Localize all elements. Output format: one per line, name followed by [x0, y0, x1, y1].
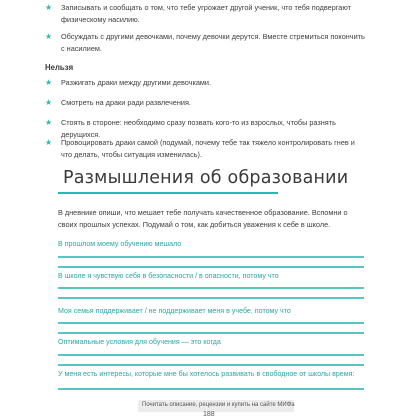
star-bullet-icon: ★ — [45, 3, 53, 12]
footer-link[interactable]: Почитать описание, рецензии и купить на сайте МИФа — [142, 402, 295, 408]
section-title: Размышления об образовании — [63, 168, 349, 188]
writing-line — [58, 364, 364, 366]
list-item-text: Смотреть на драки ради развлечения. — [61, 98, 191, 107]
list-item — [45, 97, 365, 109]
list-item — [45, 31, 365, 54]
list-item-text: Обсуждать с другими девочками, почему девочки дерутся. Вместе стремиться покончить с насилием. — [61, 32, 365, 53]
writing-line — [58, 266, 364, 268]
page-number: 188 — [203, 411, 215, 418]
writing-prompt: Моя семья поддерживает / не поддерживает меня в учебе, потому что — [58, 307, 291, 315]
writing-prompt: В прошлом моему обучению мешало — [58, 240, 182, 248]
star-bullet-icon: ★ — [45, 32, 53, 41]
title-underline — [58, 192, 278, 194]
list-item — [45, 2, 365, 25]
writing-line — [58, 332, 364, 334]
star-bullet-icon: ★ — [45, 138, 53, 147]
writing-line — [58, 322, 364, 324]
star-bullet-icon: ★ — [45, 118, 53, 127]
writing-line — [58, 297, 364, 299]
writing-line — [58, 256, 364, 258]
writing-line — [58, 388, 364, 390]
writing-prompt: У меня есть интересы, которые мне бы хотелось развивать в свободное от школы время: — [58, 370, 355, 378]
writing-prompt: Оптимальные условия для обучения — это когда — [58, 338, 221, 346]
star-bullet-icon: ★ — [45, 78, 53, 87]
list-item-text: Разжигать драки между другими девочками. — [61, 78, 212, 87]
list-item-text: Провоцировать драки самой (подумай, почему тебе так тяжело контролировать гнев и что делать, чтобы ситуация изменилась). — [61, 138, 355, 159]
list-item-text: Стоять в стороне: необходимо сразу позвать кого-то из взрослых, чтобы разнять дерущихся. — [61, 118, 336, 139]
list-item — [45, 137, 365, 160]
writing-line — [58, 287, 364, 289]
list-item — [45, 77, 365, 89]
list-item-text: Записывать и сообщать о том, что тебе угрожает другой ученик, что тебя подвергают физическому насилию. — [61, 3, 351, 24]
writing-prompt: В школе я чувствую себя в безопасности / в опасности, потому что — [58, 272, 279, 280]
intro-paragraph: В дневнике опиши, что мешает тебе получать качественное образование. Вспомни о своих прошлых успехах. Подумай о том, как добиться уважения к себе в школе. — [58, 208, 348, 229]
writing-line — [58, 354, 364, 356]
star-bullet-icon: ★ — [45, 98, 53, 107]
forbidden-heading: Нельзя — [45, 63, 74, 72]
